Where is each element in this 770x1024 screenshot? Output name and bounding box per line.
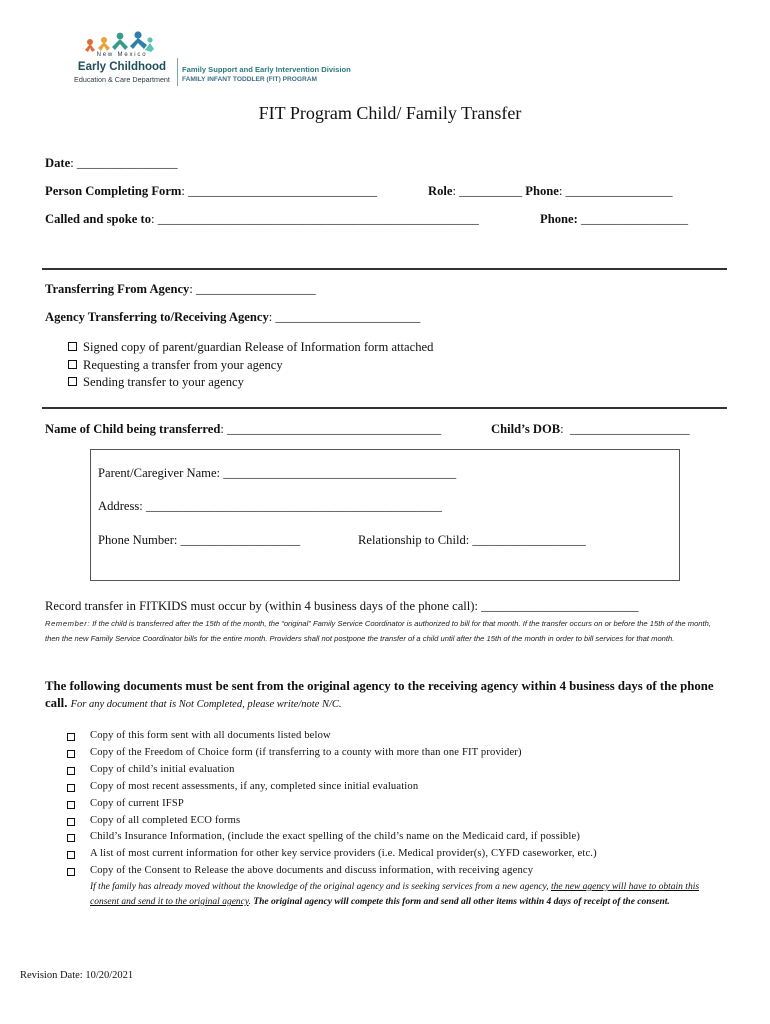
called-phone-label: Phone: xyxy=(540,212,578,226)
option-label: Sending transfer to your agency xyxy=(83,375,244,389)
list-item[interactable] xyxy=(67,846,727,863)
checkbox-icon[interactable] xyxy=(67,767,75,775)
option-label: Requesting a transfer from your agency xyxy=(83,357,283,372)
remember-note xyxy=(45,617,725,646)
list-item[interactable] xyxy=(67,728,727,745)
logo-divider xyxy=(177,58,178,86)
person-field[interactable]: ______________________________ xyxy=(188,184,377,198)
called-row: Called and spoke to: ___________________________________________________ xyxy=(45,212,479,226)
called-phone-row xyxy=(540,212,688,227)
checkbox-icon[interactable] xyxy=(68,342,77,351)
option-label: Signed copy of parent/guardian Release of Information form attached xyxy=(83,340,434,354)
option-sending-transfer[interactable] xyxy=(68,374,433,392)
list-item[interactable] xyxy=(67,745,727,762)
checkbox-icon[interactable] xyxy=(68,360,77,369)
address-field[interactable]: _______________________________________________ xyxy=(145,499,442,513)
parent-name-field[interactable]: _____________________________________ xyxy=(223,466,457,480)
role-field[interactable]: __________ xyxy=(459,184,523,198)
program-name: FAMILY INFANT TODDLER (FIT) PROGRAM xyxy=(182,76,318,83)
role-label: Role xyxy=(428,184,453,198)
phone-label: Phone xyxy=(525,184,559,198)
to-agency-row: Agency Transferring to/Receiving Agency: _______________________ xyxy=(45,310,421,324)
option-requesting-transfer[interactable] xyxy=(68,357,433,375)
consent-note-bold: The original agency will compete this form and send all other items within 4 days of receipt of the consent. xyxy=(253,897,670,907)
logo-state-text: New Mexico xyxy=(96,52,148,58)
logo-org-name: Early Childhood xyxy=(77,61,167,73)
list-item[interactable] xyxy=(67,813,727,830)
from-agency-row: Transferring From Agency: ___________________ xyxy=(45,282,316,296)
date-row: Date: ________________ xyxy=(45,156,178,170)
person-row: Person Completing Form: ______________________________ xyxy=(45,184,377,198)
list-item-label: Copy of the Consent to Release the above documents and discuss information, with receiving agency xyxy=(90,865,534,877)
list-item-label: Copy of most recent assessments, if any, completed since initial evaluation xyxy=(90,780,419,792)
child-dob-label: Child’s DOB xyxy=(491,422,561,436)
checkbox-icon[interactable] xyxy=(68,377,77,386)
division-name: Family Support and Early Intervention Division xyxy=(182,65,351,74)
child-name-row: Name of Child being transferred: __________________________________ xyxy=(45,422,442,436)
checkbox-icon[interactable] xyxy=(67,834,75,842)
consent-note-underlined: the new agency will have to obtain this consent and send it to the original agency xyxy=(90,882,700,907)
list-item[interactable] xyxy=(67,779,727,796)
address-label: Address: xyxy=(98,499,143,513)
list-item[interactable] xyxy=(67,762,727,779)
documents-note: For any document that is Not Completed, please write/note N/C. xyxy=(70,699,342,710)
list-item-label: Copy of the Freedom of Choice form (if transferring to a county with more than one FIT provider) xyxy=(90,746,522,758)
documents-heading: The following documents must be sent from the original agency to the receiving agency within 4 business days of the phone call. xyxy=(45,679,714,710)
checkbox-icon[interactable] xyxy=(67,733,75,741)
relationship-field[interactable]: __________________ xyxy=(472,533,586,547)
list-item-label: Copy of this form sent with all documents listed below xyxy=(90,730,331,741)
checkbox-icon[interactable] xyxy=(67,851,75,859)
transfer-options xyxy=(68,339,433,392)
from-agency-field[interactable]: ___________________ xyxy=(196,282,316,296)
list-item-label: Child’s Insurance Information, (include the exact spelling of the child’s name on the Medicaid card, if possible) xyxy=(90,831,580,843)
child-dob-field[interactable]: ___________________ xyxy=(569,422,690,436)
relationship-label: Relationship to Child: xyxy=(358,533,470,547)
parent-phone-row xyxy=(98,533,300,548)
called-label: Called and spoke to xyxy=(45,212,152,226)
list-item-label: Copy of current IFSP xyxy=(90,797,184,809)
remember-text: If the child is transferred after the 15th of the month, the “original” Family Service Coordinator is authorized to bill for that month. If the transfer occurs on or before the 15th of the month, then the new Family Service Coordinator bills for the entire month. Providers shall not postpone the transfer of a child until after the 15th of the month in order to bill services for that month. xyxy=(45,619,711,643)
consent-note-period: . xyxy=(248,897,254,907)
checkbox-icon[interactable] xyxy=(67,801,75,809)
from-agency-label: Transferring From Agency xyxy=(45,282,190,296)
section-divider xyxy=(42,268,727,270)
record-transfer-field[interactable]: _________________________ xyxy=(481,599,639,613)
person-label: Person Completing Form xyxy=(45,184,182,198)
date-field[interactable]: ________________ xyxy=(76,156,178,170)
revision-date: Revision Date: 10/20/2021 xyxy=(20,970,134,981)
child-name-field[interactable]: __________________________________ xyxy=(227,422,442,436)
role-phone-row: Role: __________ Phone: _________________ xyxy=(428,184,673,198)
record-transfer-row xyxy=(45,599,639,614)
address-row xyxy=(98,499,442,514)
to-agency-label: Agency Transferring to/Receiving Agency xyxy=(45,310,269,324)
list-item-label: Copy of all completed ECO forms xyxy=(90,814,241,826)
parent-phone-field[interactable]: ___________________ xyxy=(180,533,301,547)
parent-name-label: Parent/Caregiver Name: xyxy=(98,466,221,480)
list-item[interactable] xyxy=(67,796,727,813)
remember-lead: Remember: xyxy=(45,619,91,628)
list-item-label: A list of most current information for other key service providers (i.e. Medical provider(s), CYFD caseworker, etc.) xyxy=(90,848,597,860)
checkbox-icon[interactable] xyxy=(67,818,75,826)
called-phone-field[interactable]: _________________ xyxy=(580,212,688,226)
documents-list xyxy=(67,728,727,880)
list-item-label: Copy of child’s initial evaluation xyxy=(90,763,235,775)
relationship-row xyxy=(358,533,586,548)
consent-note-text: If the family has already moved without the knowledge of the original agency and is seeking services from a new agency, xyxy=(90,882,552,892)
page-title: FIT Program Child/ Family Transfer xyxy=(258,103,522,123)
date-label: Date xyxy=(45,156,71,170)
to-agency-field[interactable]: _______________________ xyxy=(275,310,421,324)
called-field[interactable]: ___________________________________________________ xyxy=(157,212,479,226)
parent-phone-label: Phone Number: xyxy=(98,533,178,547)
option-release-form[interactable] xyxy=(68,339,433,357)
list-item[interactable] xyxy=(67,863,727,880)
checkbox-icon[interactable] xyxy=(67,784,75,792)
record-transfer-text: Record transfer in FITKIDS must occur by (within 4 business days of the phone call): xyxy=(45,599,478,613)
child-dob-row: Child’s DOB: ___________________ xyxy=(491,422,690,436)
parent-name-row xyxy=(98,466,456,481)
consent-note xyxy=(90,880,720,910)
checkbox-icon[interactable] xyxy=(67,868,75,876)
child-name-label: Name of Child being transferred xyxy=(45,422,221,436)
logo-dept-name: Education & Care Department xyxy=(74,75,170,84)
checkbox-icon[interactable] xyxy=(67,750,75,758)
phone-field[interactable]: _________________ xyxy=(565,184,673,198)
section-divider xyxy=(42,407,727,409)
list-item[interactable] xyxy=(67,829,727,846)
documents-heading-block xyxy=(45,678,725,713)
